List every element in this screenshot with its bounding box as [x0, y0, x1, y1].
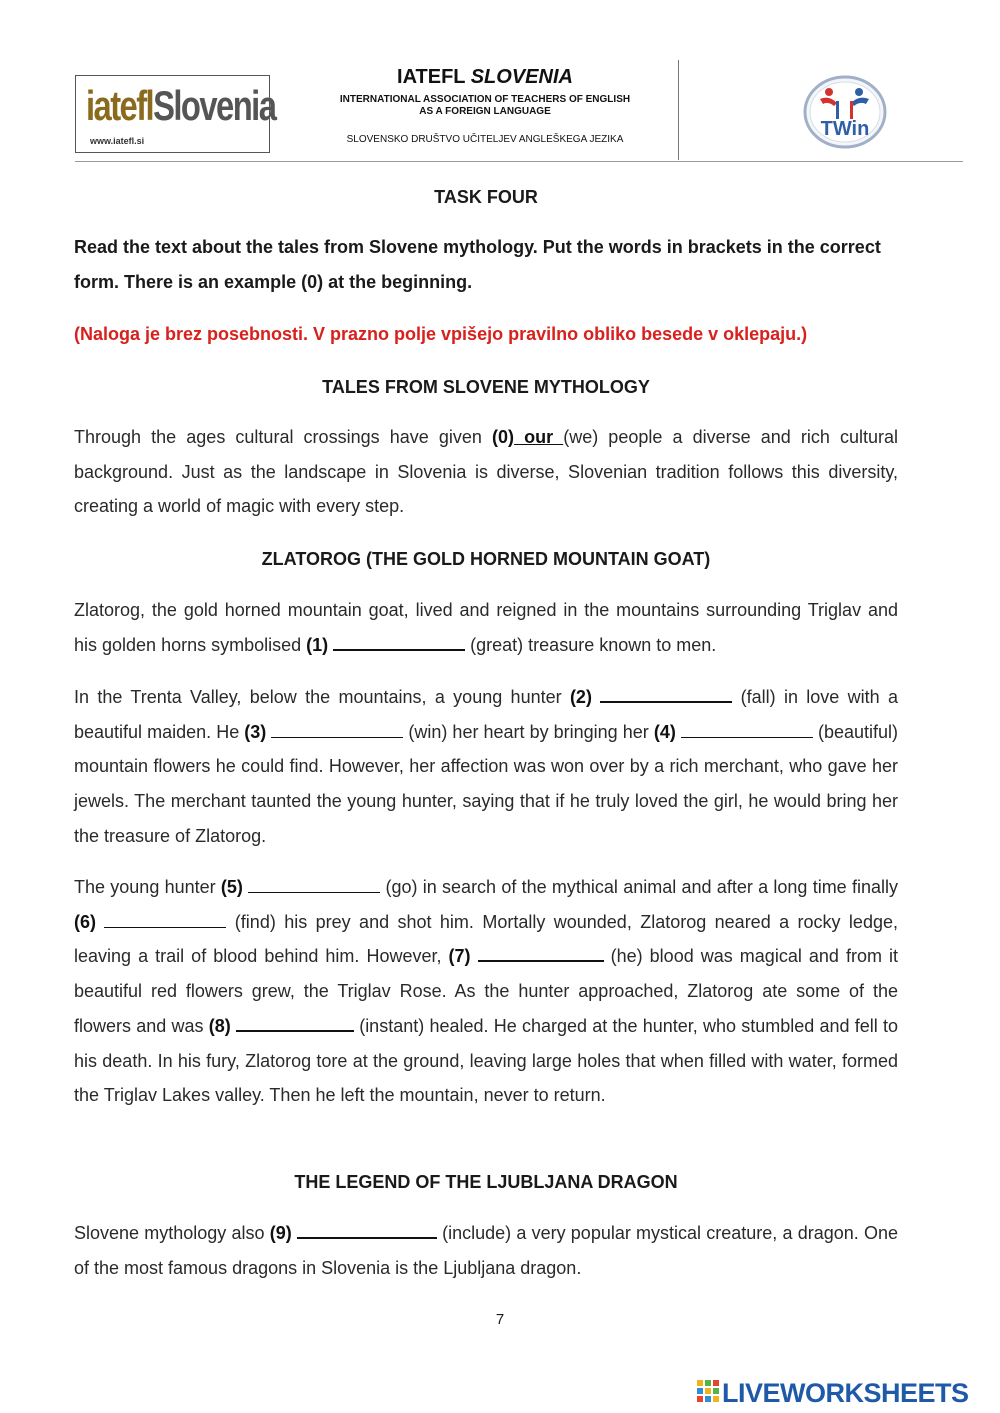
- answer-blank-7[interactable]: [478, 942, 604, 962]
- item-number-0: (0): [491, 427, 514, 447]
- header-divider-horizontal: [75, 161, 963, 162]
- organization-slovene-name: SLOVENSKO DRUŠTVO UČITELJEV ANGLEŠKEGA JEZIKA: [346, 134, 624, 145]
- paragraph-zlatorog-1: Zlatorog, the gold horned mountain goat, lived and reigned in the mountains surrounding Triglav and his golden horns symbolised (1) (great) treasure known to men.: [74, 600, 898, 655]
- answer-blank-8[interactable]: [236, 1012, 354, 1032]
- item-number-1: (1): [306, 634, 329, 655]
- example-answer: our: [513, 427, 564, 447]
- item-number-3: (3): [244, 721, 267, 742]
- answer-blank-5[interactable]: [248, 874, 380, 893]
- item-number-5: (5): [220, 877, 243, 897]
- item-number-6: (6): [74, 911, 96, 932]
- answer-blank-4[interactable]: [681, 719, 813, 738]
- paragraph-zlatorog-3: The young hunter (5) (go) in search of the mythical animal and after a long time finally (6) (find) his prey and shot him. Mortally wounded, Zlatorog neared a rocky ledge, leaving a trail of blood behind him. However, (7) (he) blood was magical and from it beautiful red flowers grew, the Triglav Rose. As the hunter approached, Zlatorog ate some of the flowers and was (8) (instant) healed. He charged at the hunter, who stumbled and fell to his death. In his fury, Zlatorog tore at the ground, leaving large holes that when filled with water, formed the Triglav Lakes valley. Then he left the mountain, never to return.: [74, 870, 898, 1113]
- organization-subtitle: INTERNATIONAL ASSOCIATION OF TEACHERS OF ENGLISH AS A FOREIGN LANGUAGE: [339, 94, 631, 117]
- intro-paragraph: Through the ages cultural crossings have given (0) our (we) people a diverse and rich cultural background. Just as the landscape in Slovenia is diverse, Slovenian tradition follows this diversity, creating a world of magic with every step.: [74, 427, 899, 517]
- document-header: [0, 0, 1000, 170]
- answer-blank-3[interactable]: [271, 719, 403, 738]
- iatefl-slovenia-logo: [75, 75, 276, 153]
- logo-text-slovenia: Slovenia: [153, 82, 276, 129]
- item-number-9: (9): [269, 1223, 292, 1243]
- logo-text-iatefl: iatefl: [86, 82, 154, 129]
- header-divider-vertical: [678, 60, 679, 160]
- task-instructions: Read the text about the tales from Slovene mythology. Put the words in brackets in the correct form. There is an example (0) at the beginning.: [74, 237, 881, 292]
- section-title-ljubljana-dragon: THE LEGEND OF THE LJUBLJANA DRAGON: [294, 1172, 678, 1192]
- paragraph-zlatorog-2: In the Trenta Valley, below the mountains, a young hunter (2) (fall) in love with a beautiful maiden. He (3) (win) her heart by bringing her (4) (beautiful) mountain flowers he could find. However, her affection was won over by a rich merchant, who gave her jewels. The merchant taunted the young hunter, saying that if he truly loved the girl, he would bring her the treasure of Zlatorog.: [74, 680, 898, 854]
- answer-blank-6[interactable]: [104, 909, 226, 928]
- slovene-note: (Naloga je brez posebnosti. V prazno polje vpišejo pravilno obliko besede v oklepaju.): [74, 324, 808, 344]
- answer-blank-9[interactable]: [297, 1219, 437, 1239]
- paragraph-dragon: Slovene mythology also (9) (include) a very popular mystical creature, a dragon. One of the most famous dragons in Slovenia is the Ljubljana dragon.: [74, 1216, 898, 1285]
- organization-title: IATEFL SLOVENIA: [397, 66, 573, 88]
- liveworksheets-grid-icon: [697, 1380, 719, 1402]
- item-number-8: (8): [208, 1015, 231, 1036]
- section-title-zlatorog: ZLATOROG (THE GOLD HORNED MOUNTAIN GOAT): [261, 549, 711, 569]
- item-number-7: (7): [448, 946, 471, 967]
- item-number-2: (2): [569, 687, 592, 707]
- page-number: 7: [495, 1311, 505, 1328]
- twin-logo: [803, 75, 887, 149]
- item-number-4: (4): [653, 721, 676, 742]
- twin-logo-text: TWin: [820, 118, 870, 140]
- liveworksheets-brand: LIVEWORKSHEETS: [722, 1378, 969, 1408]
- task-title: TASK FOUR: [434, 187, 538, 207]
- logo-url: www.iatefl.si: [90, 136, 145, 146]
- text-title: TALES FROM SLOVENE MYTHOLOGY: [322, 377, 650, 397]
- answer-blank-1[interactable]: [333, 631, 465, 651]
- answer-blank-2[interactable]: [600, 683, 732, 703]
